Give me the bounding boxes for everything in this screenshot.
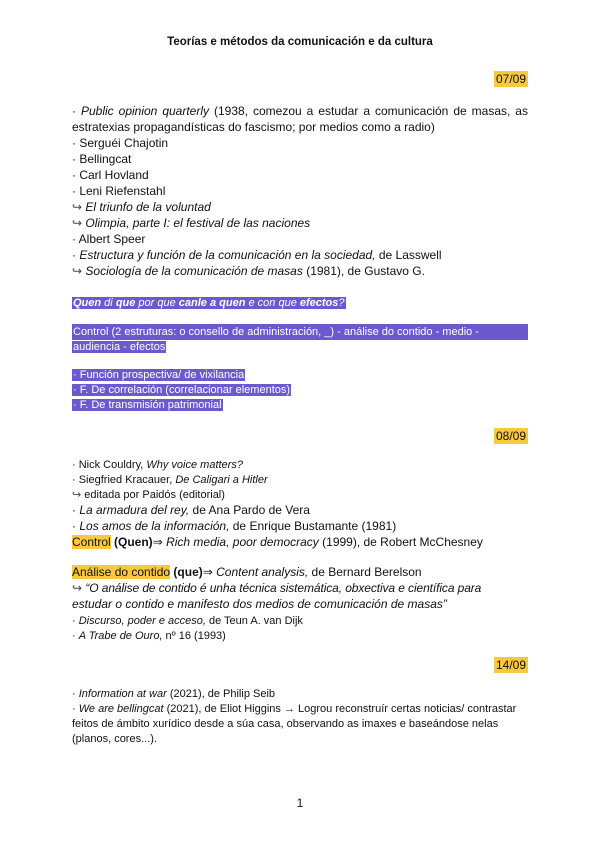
entry-text: ↪ El triunfo de la voluntad	[72, 200, 211, 214]
date-label: 07/09	[495, 72, 526, 86]
hook-arrow-icon: ↪	[72, 200, 86, 214]
entry-text: ↪ editada por Paidós (editorial)	[72, 489, 225, 501]
function-item: · F. De correlación (correlacionar elementos)	[73, 384, 291, 396]
entry-text: · A Trabe de Ouro, nº 16 (1993)	[72, 630, 226, 642]
entry-text: feitos de ámbito xurídico desde a súa casa, observando as imaxes e baseándose nelas	[72, 718, 499, 730]
function-item: · F. De transmisión patrimonial	[73, 399, 222, 411]
bullet: ·	[72, 503, 80, 517]
entry-control: Control (Quen)⇒ Rich media, poor democracy (1999), de Robert McChesney	[72, 535, 483, 549]
entry-text: · Siegfried Kracauer, De Caligari a Hitler	[72, 474, 268, 486]
bullet: ·	[72, 519, 80, 533]
entry-text: · Estructura y función de la comunicación en la sociedad, de Lasswell	[72, 248, 442, 262]
entry-text: (planos, cores...).	[72, 733, 157, 745]
entry-text: · Leni Riefenstahl	[72, 184, 166, 198]
entry-content-analysis: Análise do contido (que)⇒ Content analysis, de Bernard Berelson	[72, 565, 422, 579]
page-number: 1	[296, 796, 304, 810]
bullet: ·	[72, 104, 81, 118]
entry-text: · Information at war (2021), de Philip Seib	[72, 688, 276, 700]
entry-text: · Carl Hovland	[72, 168, 149, 182]
control-line-2: audiencia - efectos	[73, 341, 166, 353]
lasswell-question: Quen di que por que canle a quen e con que efectos?	[73, 297, 345, 309]
bullet: ·	[72, 703, 79, 715]
bullet: ·	[72, 688, 79, 700]
entry-text: · Bellingcat	[72, 152, 132, 166]
hook-arrow-icon: ↪	[72, 216, 86, 230]
date-label: 08/09	[495, 429, 526, 443]
bullet: ·	[72, 630, 79, 642]
entry-text: · La armadura del rey, de Ana Pardo de Vera	[72, 503, 310, 517]
entry-public-opinion: · Public opinion quarterly (1938, comezou a estudar a comunicación de masas, as estratexias propagandísticas do fascismo; por medios como a radio)	[72, 104, 528, 134]
entry-text: · Discurso, poder e acceso, de Teun A. van Dijk	[72, 615, 303, 627]
bullet: ·	[72, 248, 80, 262]
entry-text: · Serguéi Chajotin	[72, 136, 169, 150]
quote-line-1: ↪ “O análise de contido é unha técnica sistemática, obxectiva e científica para	[72, 581, 482, 595]
bullet: ·	[72, 615, 79, 627]
entry-text: · Nick Couldry, Why voice matters?	[72, 459, 243, 471]
page-title: Teorías e métodos da comunicación e da cultura	[167, 36, 433, 48]
entry-text: · Albert Speer	[72, 232, 146, 246]
date-label: 14/09	[495, 658, 526, 672]
hook-arrow-icon: ↪	[72, 264, 86, 278]
control-line-1: Control (2 estruturas: o consello de administración, _) - análise do contido - medio -	[72, 324, 530, 345]
entry-text: ↪ Sociología de la comunicación de masas (1981), de Gustavo G.	[72, 264, 425, 278]
hook-arrow-icon: ↪	[72, 581, 86, 595]
hook-arrow-icon: ↪	[72, 489, 85, 501]
function-item: · Función prospectiva/ de vixilancia	[73, 369, 245, 381]
quote-line-2: estudar o contido e manifesto dos medios de comunicación de masas”	[72, 597, 447, 611]
entry-text: · We are bellingcat (2021), de Eliot Higgins → Logrou reconstruír certas noticias/ contrastar	[72, 703, 517, 715]
entry-text: ↪ Olimpia, parte I: el festival de las naciones	[72, 216, 311, 230]
entry-text: · Los amos de la información, de Enrique Bustamante (1981)	[72, 519, 397, 533]
